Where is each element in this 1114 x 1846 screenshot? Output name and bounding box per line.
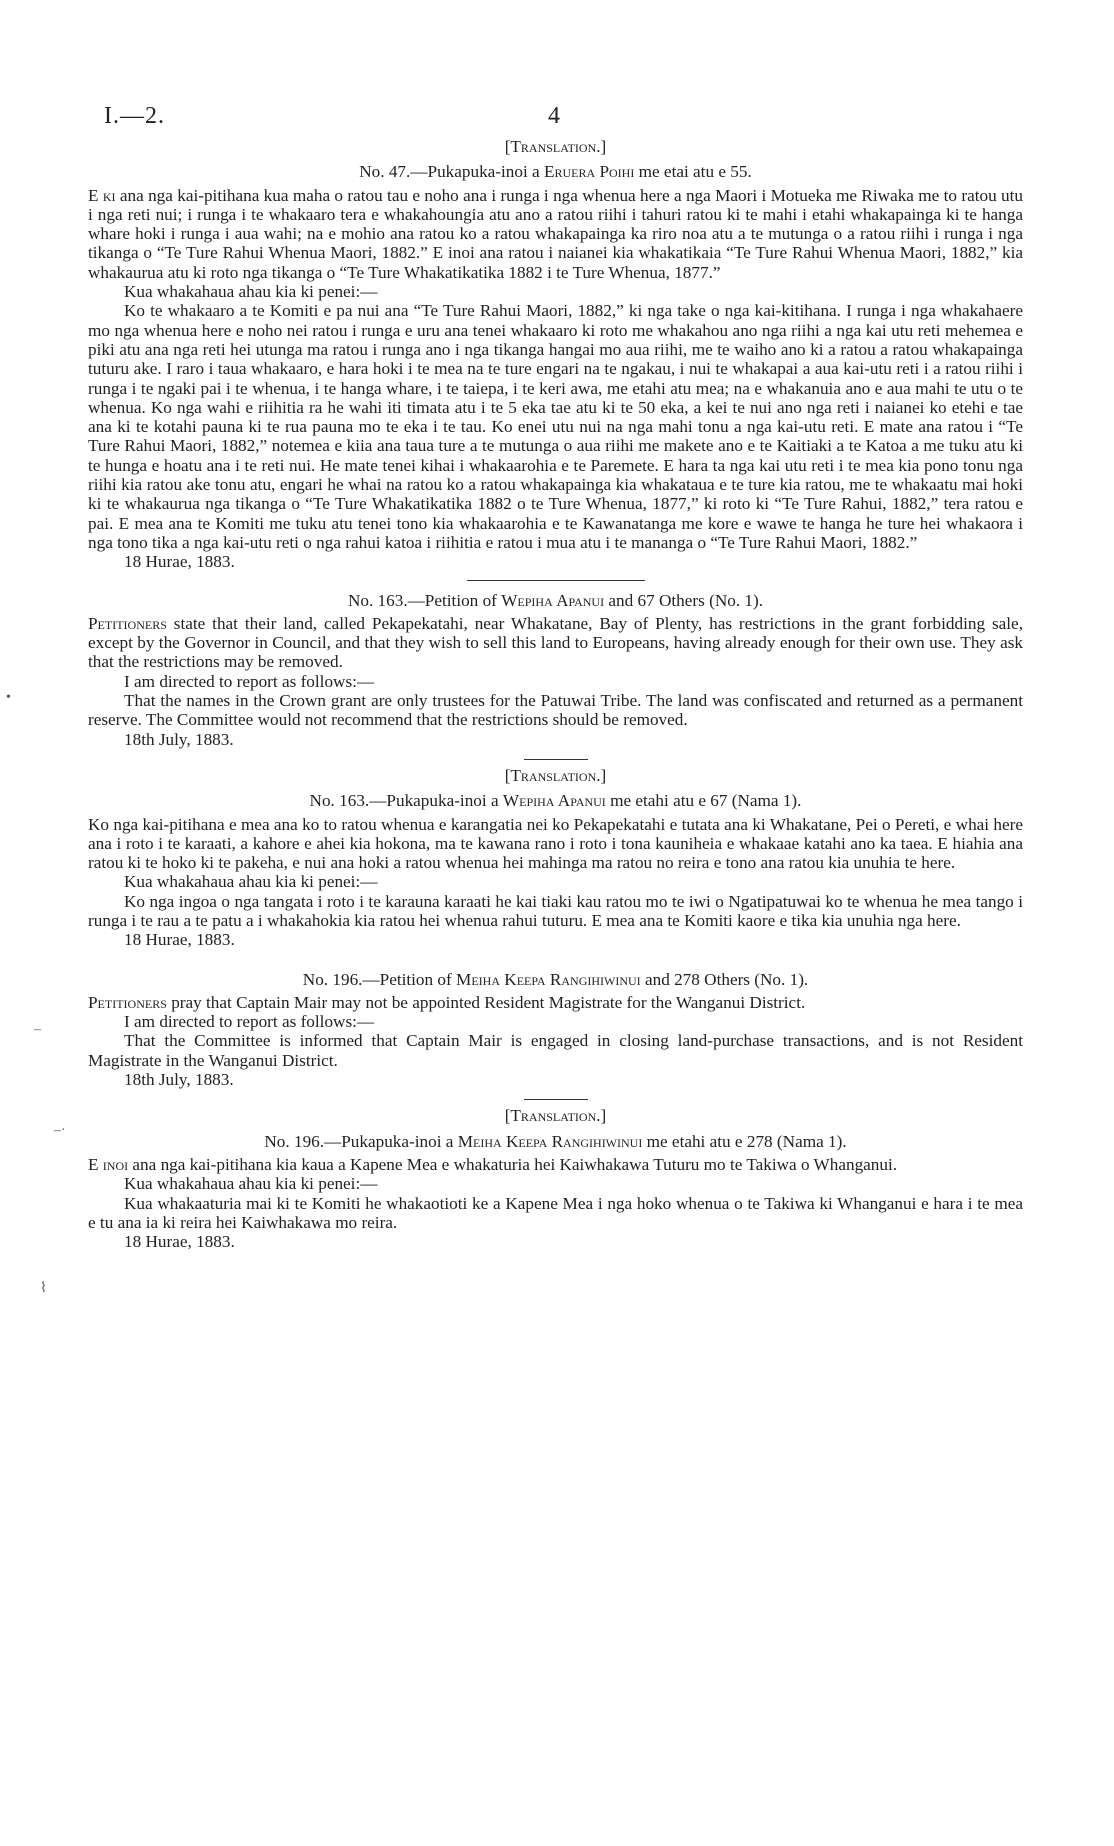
page-number: 4 (548, 103, 560, 129)
paragraph-text: pray that Captain Mair may not be appointed Resident Magistrate for the Wanganui District. (166, 992, 806, 1012)
page-header (88, 95, 1023, 131)
title-suffix: me etahi atu e 278 (Nama 1). (642, 1131, 847, 1151)
directive-line: Kua whakahaua ahau kia ki penei:— (124, 872, 378, 892)
section-title (88, 791, 1023, 810)
lead-words: E ki (88, 185, 116, 205)
title-prefix: No. 196.—Pukapuka-inoi a (264, 1131, 458, 1151)
date-line: 18 Hurae, 1883. (124, 1232, 235, 1252)
date-line: 18 Hurae, 1883. (124, 552, 235, 572)
directive-line: Kua whakahaua ahau kia ki penei:— (124, 282, 378, 302)
body-paragraph (88, 186, 1023, 282)
paragraph-text: ana nga kai-pitihana kua maha o ratou tau e noho ana i runga i nga whenua here a nga Maori i Motueka me Riwaka me to ratou utu i nga reti nui; i runga i te whakaaro tera e whakahoungia atu ano a ratou riihi i tahuri ratou ki te mahi i etahi whakapainga ki te hanga whare hoki i runga i aua wahi; na e mohio ana ratou ko a ratou whakapainga ka riro noa atu a te mutunga o a ratou riihi i runga i nga tikanga o “Te Ture Rahui Whenua Maori, 1882.” E inoi ana ratou i naianei kia whakatikaia “Te Ture Rahui Whenua Maori, 1882,” kia whakaurua atu ki roto nga tikanga o “Te Ture Whakatikatika 1882 i te Ture Whenua, 1877.” (88, 185, 1023, 282)
petitioner-name: Wepiha Apanui (502, 791, 606, 811)
directive-line: I am directed to report as follows:— (124, 1012, 375, 1032)
petitioner-name: Meiha Keepa Rangihiwinui (456, 969, 641, 989)
report-paragraph: That the Committee is informed that Captain Mair is engaged in closing land-purchase transactions, and is not Resident Magistrate in the Wanganui District. (88, 1031, 1023, 1070)
section-translation-no-163 (88, 766, 1023, 950)
title-suffix: me etai atu e 55. (634, 162, 752, 182)
document-page (88, 95, 1023, 1251)
title-prefix: No. 163.—Petition of (347, 590, 502, 610)
translation-divider (524, 759, 588, 760)
title-suffix: and 278 Others (No. 1). (640, 969, 809, 989)
body-paragraph (88, 614, 1023, 672)
paragraph-text: ana nga kai-pitihana kia kaua a Kapene Mea e whakaturia hei Kaiwhakawa Tuturu mo te Takiwa o Whanganui. (128, 1154, 898, 1174)
margin-scribble-mark: ⌇ (40, 1281, 47, 1296)
margin-dash-mark-2: –· (54, 1123, 66, 1138)
paragraph-text: state that their land, called Pekapekatahi, near Whakatane, Bay of Plenty, has restrictions in the grant forbidding sale, except by the Governor in Council, and that they wish to sell this land to Europeans, having already enough for their own use. They ask that the restrictions may be removed. (88, 613, 1023, 672)
report-paragraph: Ko nga ingoa o nga tangata i roto i te karauna karaati he kai tiaki kau ratou mo te iwi o Ngatipatuwai ko te whenua he mea tango i runga i te rau a te patu a i whakahokia kia ratou hei whenua rahui tuturu. E mea ana te Komiti kaore e tika kia unuhia nga here. (88, 891, 1023, 930)
margin-dash-mark: – (34, 1022, 41, 1037)
section-petition-no-163 (88, 591, 1023, 749)
title-suffix: me etahi atu e 67 (Nama 1). (605, 791, 802, 811)
section-gap (88, 950, 1023, 964)
section-title (88, 1132, 1023, 1151)
translation-label: [Translation.] (504, 1106, 607, 1126)
directive-line: Kua whakahaua ahau kia ki penei:— (124, 1174, 378, 1194)
report-paragraph: Ko te whakaaro a te Komiti e pa nui ana “Te Ture Rahui Maori, 1882,” ki nga take o nga kai-kitihana. I runga i nga whakahaere mo nga whenua here e noho nei ratou i runga e uru ana tenei whakaaro ki roto me whakahou ano nga riihi a nga kai utu reti mehemea e piki atu ana nga reti hei utunga ma ratou i runga ano i nga tikanga hangai mo aua riihi, me te waiho ano ki a ratou a ratou whakapainga tuturu ake. I raro i taua whakaaro, e hara hoki i te mea na te ture engari na te ngakau, i nui te whakapai a aua kai-utu reti i a ratou riihi i runga i te ngaki pai i te whenua, i te hanga whare, i te taiepa, i te keri awa, me etahi atu mea; na e whakanuia ano e aua mahi te utu o te whenua. Ko nga wahi e riihitia ra he wahi iti timata atu i te 5 eka tae atu ki te 50 eka, a kei te nui ano nga reti i naianei ko etehi e tae ana ki te kotahi pauna ki te rua pauna mo te eka i te tau. Ko enei utu nui na nga mahi tonu a nga kai-utu reti. E mate ana ratou i “Te Ture Rahui Maori, 1882,” notemea e kiia ana taua ture a te mutunga o aua riihi me makete ano e te Kaitiaki a te Katoa a me tuku atu ki te hunga e hoatu ana i te reti nui. He mate tenei kihai i whakaarohia e te Paremete. E hara ta nga kai utu reti i te mea kia pono tonu nga riihi kia ratou ake tonu atu, engari he whai na ratou ko a ratou whakapainga kia whakataua e te ture kia ratou, me te whakaatu mai hoki ki te whakaurua nga tikanga o “Te Ture Whakatikatika 1882 o te Ture Whenua, 1877,” ki roto ki “Te Ture Rahui, 1882,” tera ratou e pai. E mea ana te Komiti me tuku atu tenei tono kia whakaarohia e te Kawanatanga me kore e wawe te hanga he ture hei whakaora i nga tono tika a nga kai-utu reti o nga rahui katoa i riihitia e ratou i mua atu i te mananga o “Te Ture Rahui Maori, 1882.” (88, 301, 1023, 552)
title-prefix: No. 47.—Pukapuka-inoi a (359, 162, 544, 182)
section-translation-no-47 (88, 137, 1023, 572)
section-petition-no-196 (88, 970, 1023, 1090)
body-paragraph: Ko nga kai-pitihana e mea ana ko to ratou whenua e karangatia nei ko Pekapekatahi e tutata ana ki Whakatane, Pei o Pereti, e whai here ana i roto i te karaati, a kahore e ahei kia hokona, ma te kawana rano i roto i tona kauniheia e whakaae katahi ano ka taea. E hiahia ana ratou ki te hoko ki te pakeha, e nui ana hoki a ratou whenua hei mahinga ma ratou no reira e tono ana ratou kia unuhia te here. (88, 814, 1023, 873)
section-title (88, 970, 1023, 989)
petitioner-name: Eruera Poihi (543, 162, 635, 182)
lead-words: Petitioners (88, 613, 167, 633)
report-paragraph: That the names in the Crown grant are only trustees for the Patuwai Tribe. The land was confiscated and returned as a permanent reserve. The Committee would not recommend that the restrictions should be removed. (88, 691, 1023, 730)
lead-words: E inoi (88, 1154, 129, 1174)
translation-divider (524, 1099, 588, 1100)
body-paragraph (88, 1155, 1023, 1174)
report-paragraph: Kua whakaaturia mai ki te Komiti he whakaotioti ke a Kapene Mea i nga hoko whenua o te Takiwa ki Whanganui e hara i te mea e tu ana ia ki reira hei Kaiwhakawa mo reira. (88, 1193, 1023, 1232)
lead-words: Petitioners (88, 992, 167, 1012)
directive-line: I am directed to report as follows:— (124, 671, 375, 691)
date-line: 18th July, 1883. (124, 729, 234, 749)
page-identifier: I.—2. (104, 103, 165, 129)
section-title (88, 591, 1023, 610)
translation-label: [Translation.] (504, 137, 607, 156)
body-paragraph (88, 993, 1023, 1012)
petitioner-name: Meiha Keepa Rangihiwinui (457, 1131, 643, 1151)
section-divider (467, 580, 645, 581)
margin-dot-mark: • (6, 690, 11, 705)
title-suffix: and 67 Others (No. 1). (604, 590, 764, 610)
section-title (88, 162, 1023, 181)
title-prefix: No. 196.—Petition of (302, 969, 457, 989)
date-line: 18th July, 1883. (124, 1070, 234, 1090)
section-translation-no-196 (88, 1106, 1023, 1251)
translation-label: [Translation.] (504, 765, 607, 785)
date-line: 18 Hurae, 1883. (124, 930, 235, 950)
petitioner-name: Wepiha Apanui (501, 590, 605, 610)
title-prefix: No. 163.—Pukapuka-inoi a (309, 791, 503, 811)
